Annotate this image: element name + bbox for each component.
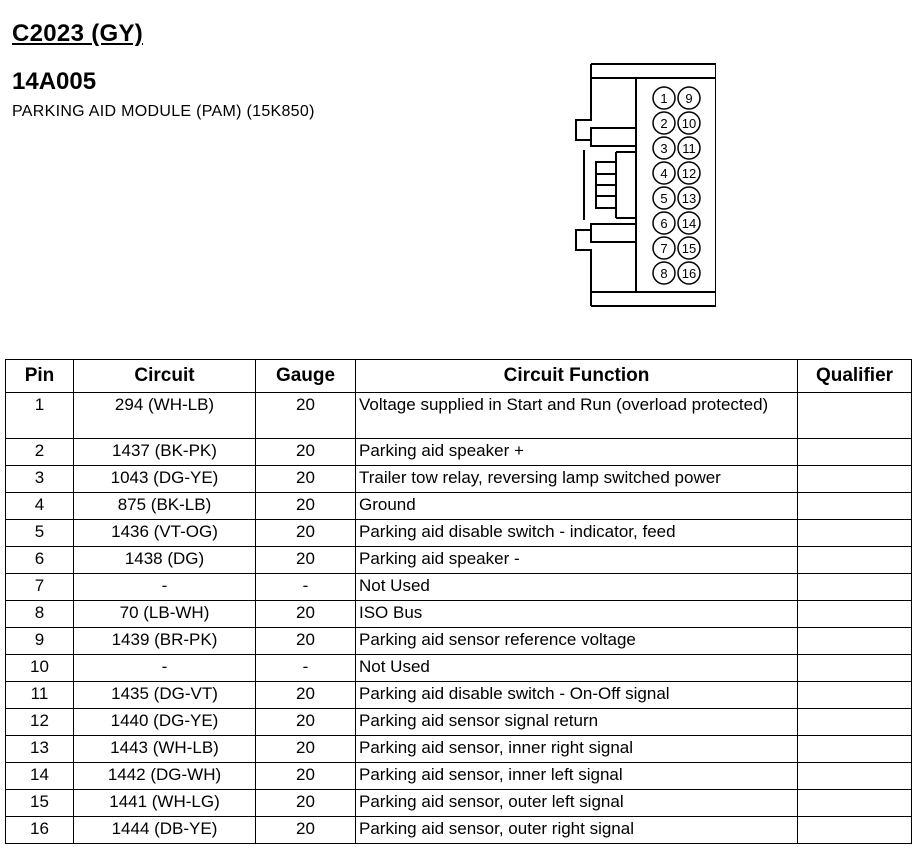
pin-circle (678, 212, 700, 234)
table-row (6, 439, 912, 466)
function-cell: Not Used (356, 574, 798, 601)
connector-id: C2023 (GY) (12, 20, 144, 47)
qualifier-cell (798, 393, 912, 439)
svg-text:8: 8 (660, 266, 668, 281)
table-row (6, 393, 912, 439)
svg-text:15: 15 (681, 241, 697, 256)
qualifier-cell (798, 763, 912, 790)
qualifier-cell (798, 574, 912, 601)
pin-circle (678, 237, 700, 259)
pin-cell: 14 (6, 763, 74, 790)
gauge-cell: 20 (256, 682, 356, 709)
pin-cell: 5 (6, 520, 74, 547)
circuit-cell: 1438 (DG) (74, 547, 256, 574)
function-cell: Parking aid sensor, inner left signal (356, 763, 798, 790)
gauge-cell: 20 (256, 520, 356, 547)
svg-text:7: 7 (660, 241, 668, 256)
table-row (6, 628, 912, 655)
pin-circle (678, 187, 700, 209)
qualifier-cell (798, 439, 912, 466)
pin-circle (653, 87, 675, 109)
table-header-row (6, 360, 912, 393)
qualifier-cell (798, 655, 912, 682)
circuit-cell: 1443 (WH-LB) (74, 736, 256, 763)
qualifier-cell (798, 682, 912, 709)
part-number: 14A005 (12, 68, 97, 95)
qualifier-cell (798, 520, 912, 547)
function-cell: Ground (356, 493, 798, 520)
pin-circle (678, 112, 700, 134)
table-row (6, 601, 912, 628)
gauge-cell: 20 (256, 790, 356, 817)
qualifier-cell (798, 601, 912, 628)
table-row (6, 709, 912, 736)
table-row (6, 682, 912, 709)
gauge-cell: 20 (256, 817, 356, 844)
function-cell: Parking aid disable switch - On-Off signal (356, 682, 798, 709)
table-row (6, 817, 912, 844)
pin-circle (653, 237, 675, 259)
pin-circle (678, 87, 700, 109)
table-row (6, 520, 912, 547)
circuit-cell: 1444 (DB-YE) (74, 817, 256, 844)
function-cell: Not Used (356, 655, 798, 682)
circuit-cell: 1435 (DG-VT) (74, 682, 256, 709)
svg-text:3: 3 (660, 141, 668, 156)
col-header-function: Circuit Function (356, 360, 798, 393)
function-cell: ISO Bus (356, 601, 798, 628)
table-row (6, 574, 912, 601)
circuit-cell: 1441 (WH-LG) (74, 790, 256, 817)
gauge-cell: 20 (256, 709, 356, 736)
pin-cell: 11 (6, 682, 74, 709)
gauge-cell: 20 (256, 628, 356, 655)
circuit-cell: 1437 (BK-PK) (74, 439, 256, 466)
circuit-cell: 1436 (VT-OG) (74, 520, 256, 547)
table-row (6, 547, 912, 574)
pin-circle (653, 112, 675, 134)
circuit-cell: 1442 (DG-WH) (74, 763, 256, 790)
pin-cell: 13 (6, 736, 74, 763)
qualifier-cell (798, 547, 912, 574)
pin-cell: 3 (6, 466, 74, 493)
function-cell: Parking aid sensor signal return (356, 709, 798, 736)
gauge-cell: - (256, 655, 356, 682)
gauge-cell: 20 (256, 763, 356, 790)
function-cell: Parking aid sensor reference voltage (356, 628, 798, 655)
qualifier-cell (798, 790, 912, 817)
module-description: PARKING AID MODULE (PAM) (15K850) (12, 103, 315, 120)
svg-text:10: 10 (681, 116, 697, 131)
pin-circle (678, 137, 700, 159)
pin-circle (653, 137, 675, 159)
pin-circle (678, 162, 700, 184)
connector-face-diagram (566, 60, 716, 310)
qualifier-cell (798, 628, 912, 655)
circuit-cell: - (74, 655, 256, 682)
pin-circle (678, 262, 700, 284)
qualifier-cell (798, 817, 912, 844)
circuit-cell: 1043 (DG-YE) (74, 466, 256, 493)
qualifier-cell (798, 466, 912, 493)
qualifier-cell (798, 736, 912, 763)
circuit-cell: 70 (LB-WH) (74, 601, 256, 628)
table-row (6, 763, 912, 790)
pin-cell: 8 (6, 601, 74, 628)
circuit-cell: 294 (WH-LB) (74, 393, 256, 439)
svg-text:1: 1 (660, 91, 668, 106)
gauge-cell: 20 (256, 439, 356, 466)
svg-text:11: 11 (682, 141, 696, 156)
table-row (6, 790, 912, 817)
svg-text:5: 5 (660, 191, 668, 206)
pin-cell: 16 (6, 817, 74, 844)
pin-cell: 15 (6, 790, 74, 817)
circuit-cell: 875 (BK-LB) (74, 493, 256, 520)
pin-circle (653, 162, 675, 184)
pin-cell: 9 (6, 628, 74, 655)
svg-text:4: 4 (660, 166, 668, 181)
function-cell: Parking aid sensor, inner right signal (356, 736, 798, 763)
table-row (6, 466, 912, 493)
qualifier-cell (798, 709, 912, 736)
col-header-qualifier: Qualifier (798, 360, 912, 393)
svg-text:6: 6 (660, 216, 668, 231)
pin-circle (653, 212, 675, 234)
gauge-cell: 20 (256, 393, 356, 439)
gauge-cell: 20 (256, 547, 356, 574)
function-cell: Parking aid speaker - (356, 547, 798, 574)
pin-circle (653, 187, 675, 209)
col-header-circuit: Circuit (74, 360, 256, 393)
table-row (6, 655, 912, 682)
qualifier-cell (798, 493, 912, 520)
pin-cell: 1 (6, 393, 74, 439)
function-cell: Parking aid sensor, outer left signal (356, 790, 798, 817)
svg-text:2: 2 (660, 116, 668, 131)
pin-circle (653, 262, 675, 284)
pin-cell: 7 (6, 574, 74, 601)
pinout-table (5, 359, 912, 844)
svg-text:14: 14 (681, 216, 697, 231)
svg-text:9: 9 (685, 91, 693, 106)
col-header-pin: Pin (6, 360, 74, 393)
gauge-cell: - (256, 574, 356, 601)
pin-cell: 4 (6, 493, 74, 520)
pin-cell: 6 (6, 547, 74, 574)
function-cell: Trailer tow relay, reversing lamp switched power (356, 466, 798, 493)
svg-text:16: 16 (681, 266, 697, 281)
table-row (6, 736, 912, 763)
gauge-cell: 20 (256, 466, 356, 493)
svg-text:12: 12 (681, 166, 697, 181)
circuit-cell: 1439 (BR-PK) (74, 628, 256, 655)
pin-cell: 2 (6, 439, 74, 466)
function-cell: Voltage supplied in Start and Run (overload protected) (356, 393, 798, 439)
function-cell: Parking aid speaker + (356, 439, 798, 466)
table-row (6, 493, 912, 520)
function-cell: Parking aid disable switch - indicator, feed (356, 520, 798, 547)
pin-cell: 10 (6, 655, 74, 682)
svg-text:13: 13 (681, 191, 697, 206)
pin-cell: 12 (6, 709, 74, 736)
gauge-cell: 20 (256, 601, 356, 628)
circuit-cell: - (74, 574, 256, 601)
gauge-cell: 20 (256, 736, 356, 763)
circuit-cell: 1440 (DG-YE) (74, 709, 256, 736)
function-cell: Parking aid sensor, outer right signal (356, 817, 798, 844)
col-header-gauge: Gauge (256, 360, 356, 393)
gauge-cell: 20 (256, 493, 356, 520)
